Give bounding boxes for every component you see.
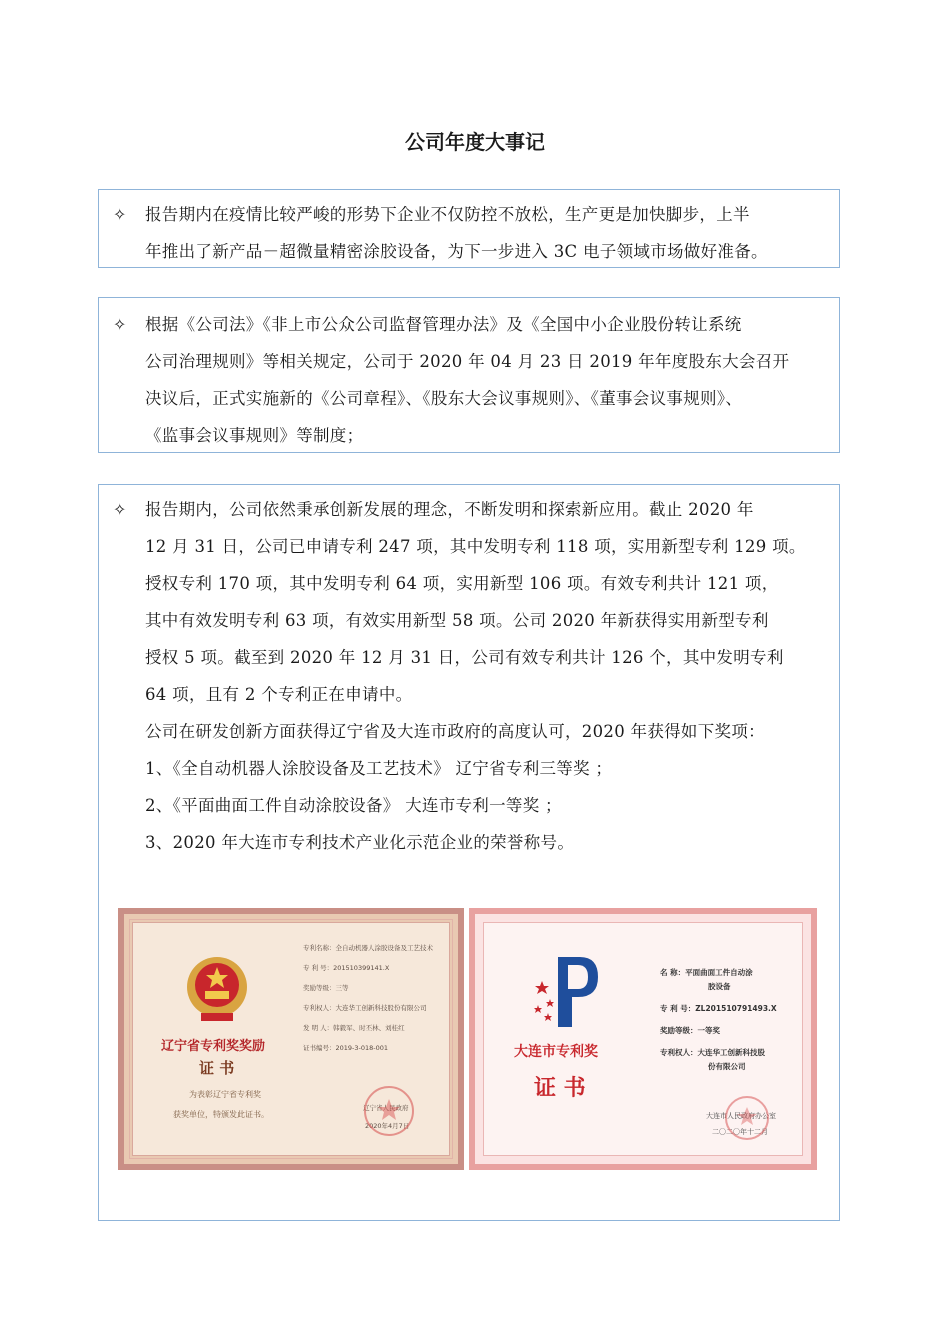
certificate-issuer: 辽宁省人民政府 [363,1104,409,1112]
certificate-date: 二〇二〇年十二月 [712,1128,768,1136]
certificate-field: 奖励等级：三等 [303,984,349,992]
certificate-dalian [469,908,817,1170]
certificate-field: 专 利 号：201510399141.X [303,964,390,972]
certificate-subtitle: 证 书 [534,1076,586,1101]
page-title: 公司年度大事记 [405,130,545,154]
text-line: 报告期内在疫情比较严峻的形势下企业不仅防控不放松，生产更是加快脚步，上半 [145,205,750,224]
text-line: 年推出了新产品－超微量精密涂胶设备，为下一步进入 3C 电子领域市场做好准备。 [145,242,768,261]
certificate-title: 大连市专利奖 [514,1044,598,1060]
certificate-subtitle: 证 书 [199,1059,235,1077]
bullet-diamond-icon: ✧ [113,315,127,334]
event-box-new-product [98,189,840,268]
text-line: 64 项，且有 2 个专利正在申请中。 [145,685,413,704]
bullet-diamond-icon: ✧ [113,500,127,519]
certificate-field: 奖励等级：一等奖 [660,1026,720,1035]
certificate-field: 证书编号：2019-3-018-001 [303,1044,389,1052]
text-line: 2、《平面曲面工件自动涂胶设备》 大连市专利一等奖 ； [145,796,562,815]
national-emblem-icon [183,953,251,1025]
text-line: 公司在研发创新方面获得辽宁省及大连市政府的高度认可，2020 年获得如下奖项： [145,722,765,741]
text-line: 其中有效发明专利 63 项，有效实用新型 58 项。公司 2020 年新获得实用新型专利 [145,611,769,630]
certificate-field: 份有限公司 [708,1062,746,1071]
event-text-new-product [145,196,827,270]
certificate-note: 为表彰辽宁省专利奖 [189,1090,261,1099]
certificate-field: 名 称：平面曲面工件自动涂 [660,968,753,977]
text-line: 3、2020 年大连市专利技术产业化示范企业的荣誉称号。 [145,833,575,852]
certificate-liaoning [118,908,464,1170]
event-text-patents [145,491,827,861]
text-line: 根据《公司法》《非上市公众公司监督管理办法》及《全国中小企业股份转让系统 [145,315,742,334]
certificate-field: 专 利 号：ZL201510791493.X [660,1004,777,1013]
certificate-paper [132,922,450,1156]
text-line: 授权专利 170 项，其中发明专利 64 项，实用新型 106 项。有效专利共计 121 项， [145,574,779,593]
certificate-date: 2020年4月7日 [365,1122,410,1130]
text-line: 报告期内，公司依然秉承创新发展的理念，不断发明和探索新应用。截止 2020 年 [145,500,754,519]
certificate-field: 专利权人：大连华工创新科技股 [660,1048,765,1057]
certificate-note: 获奖单位，特颁发此证书。 [173,1110,269,1119]
certificate-field: 专利名称：全自动机器人涂胶设备及工艺技术 [303,944,433,952]
certificate-issuer: 大连市人民政府办公室 [706,1112,776,1120]
certificate-title: 辽宁省专利奖奖励 [161,1039,266,1054]
official-seal-icon [359,1083,419,1139]
bullet-diamond-icon: ✧ [113,205,127,224]
text-line: 《监事会议事规则》等制度； [145,426,364,445]
text-line: 决议后，正式实施新的《公司章程》、《股东大会议事规则》、《董事会议事规则》、 [145,389,743,408]
certificate-field: 专利权人：大连华工创新科技股份有限公司 [303,1004,427,1012]
patent-office-logo-icon [528,947,608,1037]
certificate-paper [483,922,803,1156]
text-line: 授权 5 项。截至到 2020 年 12 月 31 日，公司有效专利共计 126 个，其中发明专利 [145,648,784,667]
event-box-governance [98,297,840,453]
text-line: 12 月 31 日，公司已申请专利 247 项，其中发明专利 118 项，实用新型专利 129 项。 [145,537,806,556]
text-line: 1、《全自动机器人涂胶设备及工艺技术》 辽宁省专利三等奖 ； [145,759,613,778]
certificate-field: 胶设备 [708,982,731,991]
certificate-field: 发 明 人：韩毅军、时丕林、刘桂红 [303,1024,405,1032]
event-text-governance [145,306,827,454]
text-line: 公司治理规则》等相关规定，公司于 2020 年 04 月 23 日 2019 年年度股东大会召开 [145,352,790,371]
official-seal-icon [720,1093,774,1143]
